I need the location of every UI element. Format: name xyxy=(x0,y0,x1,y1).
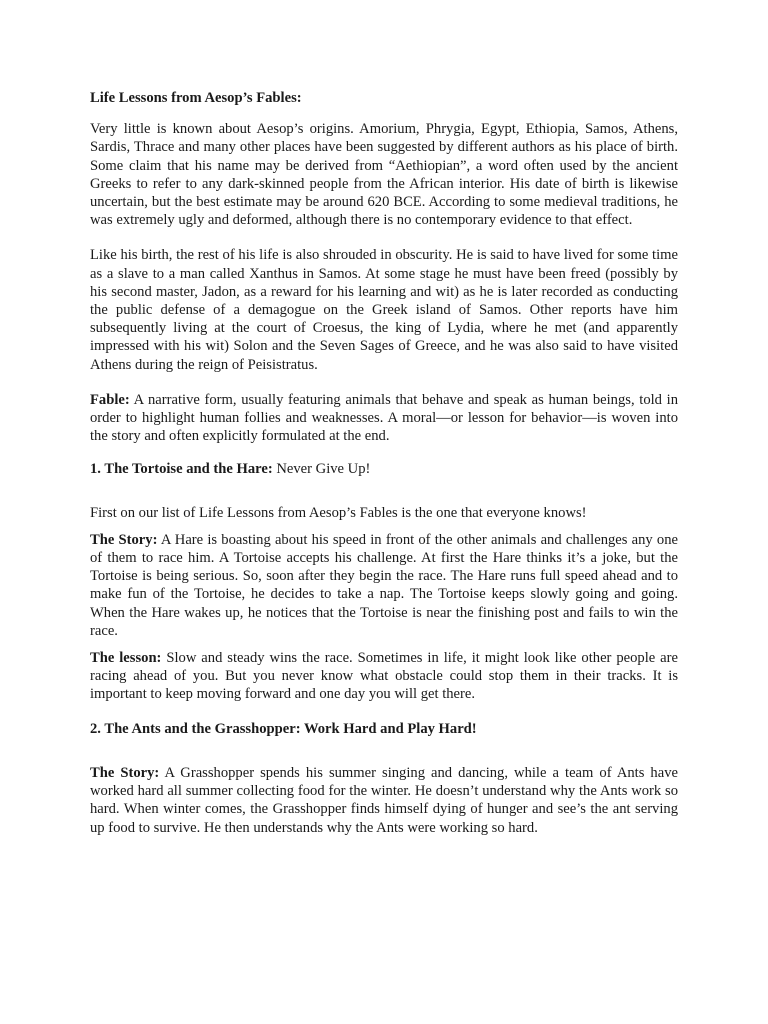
fable2-heading: 2. The Ants and the Grasshopper: Work Hard and Play Hard! xyxy=(90,720,477,737)
fable1-lesson xyxy=(90,649,678,704)
origins-paragraph: Very little is known about Aesop’s origins. Amorium, Phrygia, Egypt, Ethiopia, Samos, Athens, Sardis, Thrace and many other places have been suggested by different authors as his place of birth. Some claim that his name may be derived from “Aethiopian”, a word often used by the ancient Greeks to refer to any dark-skinned people from the African interior. His date of birth is likewise uncertain, but the best estimate may be around 620 BCE. According to some medieval traditions, he was extremely ugly and deformed, although there is no contemporary evidence to that effect. xyxy=(90,121,678,229)
fable1-story xyxy=(90,531,678,640)
fable1-heading: 1. The Tortoise and the Hare: xyxy=(90,461,273,478)
fable1-story-text: A Hare is boasting about his speed in front of the other animals and challenges any one of them to race him. A Tortoise accepts his challenge. At first the Hare thinks it’s a joke, but the Tortoise is being serious. So, soon after they begin the race. The Hare runs full speed ahead and to make fun of the Tortoise, he decides to take a nap. The Tortoise keeps slowly going and going. When the Hare wakes up, he notices that the Tortoise is near the finishing post and fails to win the race. xyxy=(90,531,679,639)
fable1-lesson-label: The lesson: xyxy=(90,650,162,667)
fable1-subtitle: Never Give Up! xyxy=(272,461,371,478)
fable-term: Fable: xyxy=(90,391,130,408)
fable1-heading-line xyxy=(90,460,678,478)
fable2-story-text: A Grasshopper spends his summer singing and dancing, while a team of Ants have worked hard all summer collecting food for the winter. He doesn’t understand why the Ants work so hard. When winter comes, the Grasshopper finds himself dying of hunger and see’s the ant serving up food to survive. He then understands why the Ants were working so hard. xyxy=(90,764,678,836)
document-title: Life Lessons from Aesop’s Fables: xyxy=(90,90,302,106)
fable2-story xyxy=(90,764,678,837)
life-paragraph: Like his birth, the rest of his life is also shrouded in obscurity. He is said to have lived for some time as a slave to a man called Xanthus in Samos. At some stage he must have been freed (possibly by his second master, Jadon, as a reward for his learning and wit) as he is later recorded as conducting the public defense of a demagogue on the Greek island of Samos. Other reports have him subsequently living at the court of Croesus, the king of Lydia, where he met (and apparently impressed with his wit) Solon and the Seven Sages of Greece, and he was also said to have visited Athens during the reign of Peisistratus. xyxy=(90,247,678,373)
fable2-story-label: The Story: xyxy=(90,764,160,781)
fable1-lesson-text: Slow and steady wins the race. Sometimes in life, it might look like other people are racing ahead of you. But you never know what obstacle could stop them in their tracks. It is important to keep moving forward and one day you will get there. xyxy=(90,650,678,703)
fable1-story-label: The Story: xyxy=(90,531,158,548)
fable-definition xyxy=(90,391,678,446)
fable-definition-text: A narrative form, usually featuring animals that behave and speak as human beings, told in order to highlight human follies and weaknesses. A moral—or lesson for behavior—is woven into the story and often explicitly formulated at the end. xyxy=(90,391,678,445)
fable1-intro: First on our list of Life Lessons from Aesop’s Fables is the one that everyone knows! xyxy=(90,504,587,521)
document-body xyxy=(90,89,678,837)
